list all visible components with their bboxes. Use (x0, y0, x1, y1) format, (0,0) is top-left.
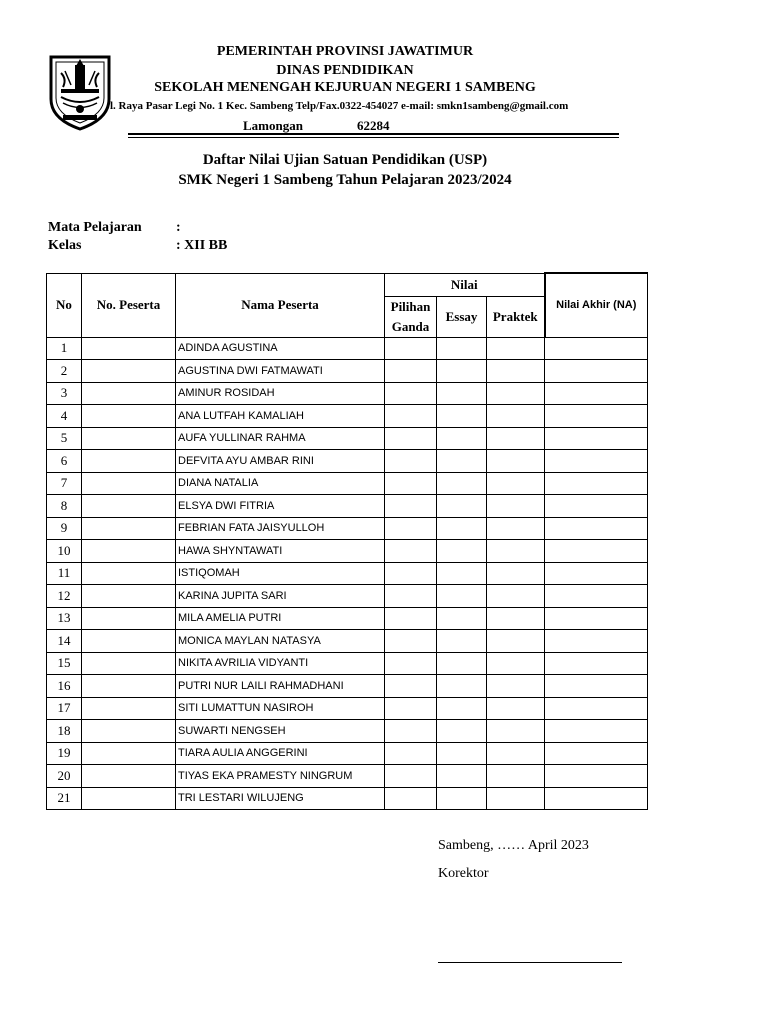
header-participant-number: No. Peserta (82, 273, 176, 337)
row-final-score (545, 495, 648, 518)
row-participant-name: KARINA JUPITA SARI (176, 585, 385, 608)
row-final-score (545, 472, 648, 495)
row-participant-number (82, 652, 176, 675)
row-essay-score (437, 607, 487, 630)
header-scores: Nilai (385, 273, 545, 296)
row-practical-score (487, 337, 545, 360)
row-number: 15 (47, 652, 82, 675)
row-participant-name: SUWARTI NENGSEH (176, 720, 385, 743)
header-divider-thin (128, 137, 619, 138)
row-multiple-choice-score (385, 337, 437, 360)
document-subtitle: SMK Negeri 1 Sambeng Tahun Pelajaran 2023/2024 (178, 172, 512, 188)
row-number: 18 (47, 720, 82, 743)
row-essay-score (437, 765, 487, 788)
table-row (47, 472, 648, 495)
row-participant-number (82, 337, 176, 360)
table-row (47, 765, 648, 788)
header-practical: Praktek (487, 296, 545, 337)
table-row (47, 450, 648, 473)
row-final-score (545, 427, 648, 450)
row-essay-score (437, 787, 487, 810)
table-row (47, 675, 648, 698)
row-multiple-choice-score (385, 540, 437, 563)
row-final-score (545, 337, 648, 360)
row-participant-number (82, 517, 176, 540)
row-essay-score (437, 585, 487, 608)
row-final-score (545, 630, 648, 653)
row-number: 9 (47, 517, 82, 540)
row-multiple-choice-score (385, 472, 437, 495)
row-participant-name: HAWA SHYNTAWATI (176, 540, 385, 563)
row-essay-score (437, 720, 487, 743)
grades-table-body (47, 337, 648, 810)
row-final-score (545, 360, 648, 383)
row-multiple-choice-score (385, 495, 437, 518)
table-row (47, 697, 648, 720)
table-row (47, 742, 648, 765)
row-multiple-choice-score (385, 675, 437, 698)
header-postal-code: 62284 (357, 118, 390, 133)
row-participant-name: DIANA NATALIA (176, 472, 385, 495)
row-practical-score (487, 427, 545, 450)
row-practical-score (487, 382, 545, 405)
row-number: 6 (47, 450, 82, 473)
header-department: DINAS PENDIDIKAN (276, 63, 414, 78)
class-value: : XII BB (176, 238, 228, 253)
row-final-score (545, 765, 648, 788)
row-practical-score (487, 405, 545, 428)
header-multiple-choice-line2: Ganda (391, 318, 430, 334)
row-participant-number (82, 562, 176, 585)
table-row (47, 787, 648, 810)
row-participant-name: ISTIQOMAH (176, 562, 385, 585)
row-practical-score (487, 585, 545, 608)
row-participant-name: MONICA MAYLAN NATASYA (176, 630, 385, 653)
signature-place-date: Sambeng, …… April 2023 (438, 838, 589, 853)
row-essay-score (437, 562, 487, 585)
table-row (47, 607, 648, 630)
row-essay-score (437, 675, 487, 698)
row-participant-number (82, 607, 176, 630)
table-row (47, 630, 648, 653)
row-practical-score (487, 517, 545, 540)
table-row (47, 517, 648, 540)
row-participant-number (82, 675, 176, 698)
header-city: Lamongan (243, 118, 303, 133)
row-multiple-choice-score (385, 360, 437, 383)
row-participant-number (82, 697, 176, 720)
document-title: Daftar Nilai Ujian Satuan Pendidikan (USP) (202, 152, 488, 168)
row-number: 7 (47, 472, 82, 495)
row-final-score (545, 517, 648, 540)
signature-role: Korektor (438, 866, 489, 881)
row-final-score (545, 382, 648, 405)
header-multiple-choice-line1: Pilihan (390, 298, 431, 314)
row-practical-score (487, 360, 545, 383)
row-practical-score (487, 607, 545, 630)
row-participant-number (82, 585, 176, 608)
row-practical-score (487, 720, 545, 743)
row-participant-number (82, 405, 176, 428)
row-essay-score (437, 450, 487, 473)
row-final-score (545, 540, 648, 563)
row-participant-number (82, 427, 176, 450)
row-participant-name: TRI LESTARI WILUJENG (176, 787, 385, 810)
row-number: 3 (47, 382, 82, 405)
row-essay-score (437, 697, 487, 720)
row-participant-number (82, 360, 176, 383)
header-multiple-choice (385, 296, 437, 337)
row-practical-score (487, 675, 545, 698)
row-multiple-choice-score (385, 405, 437, 428)
province-emblem-icon (45, 49, 115, 131)
row-number: 4 (47, 405, 82, 428)
header-final-score: Nilai Akhir (NA) (545, 273, 648, 337)
row-essay-score (437, 630, 487, 653)
row-participant-name: ADINDA AGUSTINA (176, 337, 385, 360)
header-participant-name: Nama Peserta (176, 273, 385, 337)
row-essay-score (437, 337, 487, 360)
row-participant-name: FEBRIAN FATA JAISYULLOH (176, 517, 385, 540)
row-practical-score (487, 652, 545, 675)
signature-line (438, 962, 622, 963)
row-number: 10 (47, 540, 82, 563)
row-practical-score (487, 472, 545, 495)
header-government: PEMERINTAH PROVINSI JAWATIMUR (216, 44, 474, 59)
row-number: 8 (47, 495, 82, 518)
row-participant-number (82, 630, 176, 653)
row-multiple-choice-score (385, 517, 437, 540)
row-practical-score (487, 562, 545, 585)
row-number: 12 (47, 585, 82, 608)
row-essay-score (437, 382, 487, 405)
row-number: 17 (47, 697, 82, 720)
row-number: 16 (47, 675, 82, 698)
row-multiple-choice-score (385, 720, 437, 743)
row-participant-name: PUTRI NUR LAILI RAHMADHANI (176, 675, 385, 698)
row-multiple-choice-score (385, 697, 437, 720)
row-participant-number (82, 495, 176, 518)
row-participant-name: ANA LUTFAH KAMALIAH (176, 405, 385, 428)
row-final-score (545, 742, 648, 765)
table-row (47, 540, 648, 563)
row-final-score (545, 720, 648, 743)
row-participant-number (82, 382, 176, 405)
row-final-score (545, 697, 648, 720)
row-final-score (545, 607, 648, 630)
row-practical-score (487, 742, 545, 765)
row-practical-score (487, 495, 545, 518)
row-essay-score (437, 405, 487, 428)
row-practical-score (487, 540, 545, 563)
row-final-score (545, 562, 648, 585)
row-multiple-choice-score (385, 607, 437, 630)
row-essay-score (437, 472, 487, 495)
row-participant-number (82, 540, 176, 563)
row-number: 11 (47, 562, 82, 585)
row-final-score (545, 405, 648, 428)
subject-label: Mata Pelajaran (48, 220, 142, 235)
row-number: 13 (47, 607, 82, 630)
row-multiple-choice-score (385, 450, 437, 473)
row-practical-score (487, 697, 545, 720)
row-multiple-choice-score (385, 765, 437, 788)
table-row (47, 382, 648, 405)
row-participant-number (82, 450, 176, 473)
row-number: 2 (47, 360, 82, 383)
row-participant-name: AGUSTINA DWI FATMAWATI (176, 360, 385, 383)
table-row (47, 337, 648, 360)
grades-table (46, 272, 648, 810)
header-divider-thick (128, 133, 619, 135)
row-multiple-choice-score (385, 585, 437, 608)
subject-value: : (176, 220, 181, 235)
table-row (47, 562, 648, 585)
row-number: 20 (47, 765, 82, 788)
row-participant-name: DEFVITA AYU AMBAR RINI (176, 450, 385, 473)
row-number: 19 (47, 742, 82, 765)
row-participant-name: MILA AMELIA PUTRI (176, 607, 385, 630)
table-row (47, 427, 648, 450)
row-multiple-choice-score (385, 787, 437, 810)
row-final-score (545, 675, 648, 698)
row-participant-number (82, 765, 176, 788)
row-practical-score (487, 765, 545, 788)
row-final-score (545, 585, 648, 608)
row-multiple-choice-score (385, 427, 437, 450)
row-participant-name: AMINUR ROSIDAH (176, 382, 385, 405)
header-no: No (47, 273, 82, 337)
row-participant-number (82, 472, 176, 495)
row-participant-name: NIKITA AVRILIA VIDYANTI (176, 652, 385, 675)
row-multiple-choice-score (385, 742, 437, 765)
row-essay-score (437, 540, 487, 563)
row-participant-number (82, 720, 176, 743)
header-address: l. Raya Pasar Legi No. 1 Kec. Sambeng Telp/Fax.0322-454027 e-mail: smkn1sambeng@gmail.com (110, 100, 569, 112)
table-row (47, 652, 648, 675)
table-row (47, 405, 648, 428)
row-practical-score (487, 630, 545, 653)
row-essay-score (437, 427, 487, 450)
class-label: Kelas (48, 238, 82, 253)
row-participant-name: ELSYA DWI FITRIA (176, 495, 385, 518)
row-participant-name: AUFA YULLINAR RAHMA (176, 427, 385, 450)
header-school-name: SEKOLAH MENENGAH KEJURUAN NEGERI 1 SAMBENG (154, 80, 536, 95)
row-number: 14 (47, 630, 82, 653)
row-practical-score (487, 787, 545, 810)
row-participant-number (82, 787, 176, 810)
table-row (47, 495, 648, 518)
subject-row (48, 220, 181, 236)
row-essay-score (437, 517, 487, 540)
table-row (47, 585, 648, 608)
row-number: 21 (47, 787, 82, 810)
row-multiple-choice-score (385, 382, 437, 405)
row-participant-number (82, 742, 176, 765)
header-essay: Essay (437, 296, 487, 337)
row-final-score (545, 787, 648, 810)
table-row (47, 360, 648, 383)
row-participant-name: TIYAS EKA PRAMESTY NINGRUM (176, 765, 385, 788)
row-number: 5 (47, 427, 82, 450)
row-practical-score (487, 450, 545, 473)
row-final-score (545, 652, 648, 675)
row-multiple-choice-score (385, 652, 437, 675)
row-participant-name: TIARA AULIA ANGGERINI (176, 742, 385, 765)
class-row (48, 238, 227, 254)
row-final-score (545, 450, 648, 473)
row-number: 1 (47, 337, 82, 360)
row-multiple-choice-score (385, 630, 437, 653)
table-row (47, 720, 648, 743)
row-essay-score (437, 652, 487, 675)
row-essay-score (437, 495, 487, 518)
row-essay-score (437, 360, 487, 383)
row-multiple-choice-score (385, 562, 437, 585)
row-participant-name: SITI LUMATTUN NASIROH (176, 697, 385, 720)
row-essay-score (437, 742, 487, 765)
